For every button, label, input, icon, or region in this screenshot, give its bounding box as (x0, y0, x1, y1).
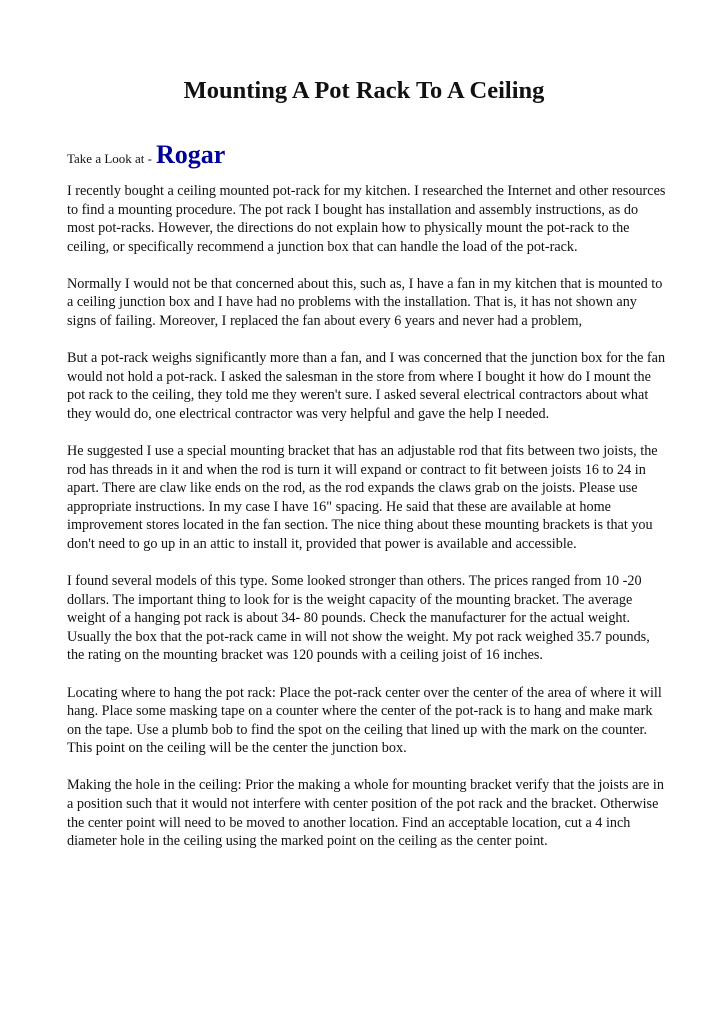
article-body (67, 182, 667, 869)
paragraph-2: Normally I would not be that concerned about this, such as, I have a fan in my kitchen that is mounted to a ceiling junction box and I have had no problems with the installation. That is, it has not shown any signs of failing. Moreover, I replaced the fan about every 6 years and never had a problem, (67, 275, 663, 330)
paragraph-4: He suggested I use a special mounting bracket that has an adjustable rod that fits between two joists, the rod has threads in it and when the rod is turn it will expand or contract to fit between joists 16 to 24 in apart. There are claw like ends on the rod, as the rod expands the claws grab on the joists. Please use appropriate instructions. In my case I have 16" spacing. He said that these are available at home improvement stores located in the fan section. The nice thing about these mounting brackets is that you don't need to go up in an attic to install it, provided that power is available and accessible. (67, 443, 658, 552)
rogar-link[interactable]: Rogar (156, 140, 226, 169)
paragraph-3: But a pot-rack weighs significantly more than a fan, and I was concerned that the junction box for the fan would not hold a pot-rack. I asked the salesman in the store from where I bought it how do I mount the pot rack to the ceiling, they told me they weren't sure. I asked several electrical contractors about what they would do, one electrical contractor was very helpful and gave the help I needed. (67, 350, 666, 422)
page-title: Mounting A Pot Rack To A Ceiling (183, 77, 545, 104)
paragraph-6: Locating where to hang the pot rack: Place the pot-rack center over the center of the area of where it will hang. Place some masking tape on a counter where the center of the pot-rack is to hang and make mark on the tape. Use a plumb bob to find the spot on the ceiling that lined up with the mark on the counter. This point on the ceiling will be the center the junction box. (67, 684, 662, 757)
paragraph-7: Making the hole in the ceiling: Prior the making a whole for mounting bracket verify that the joists are in a position such that it would not interfere with center position of the pot rack and the bracket. Otherwise the center point will need to be moved to another location. Find an acceptable location, cut a 4 inch diameter hole in the ceiling using the marked point on the ceiling as the center point. (67, 777, 664, 850)
take-a-look-prefix: Take a Look at - (67, 151, 152, 166)
take-a-look-line (67, 140, 225, 172)
paragraph-5: I found several models of this type. Some looked stronger than others. The prices ranged from 10 -20 dollars. The important thing to look for is the weight capacity of the mounting bracket. The average weight of a hanging pot rack is about 34- 80 pounds. Check the manufacturer for the actual weight. Usually the box that the pot-rack came in will not show the weight. My pot rack weighed 35.7 pounds, the rating on the mounting bracket was 120 pounds with a ceiling joist of 16 inches. (67, 573, 650, 664)
paragraph-1: I recently bought a ceiling mounted pot-rack for my kitchen. I researched the Internet and other resources to find a mounting procedure. The pot rack I bought has installation and assembly instructions, as do most pot-racks. However, the directions do not explain how to physically mount the pot-rack to the ceiling, or specifically recommend a junction box that can handle the load of the pot-rack. (67, 183, 666, 255)
